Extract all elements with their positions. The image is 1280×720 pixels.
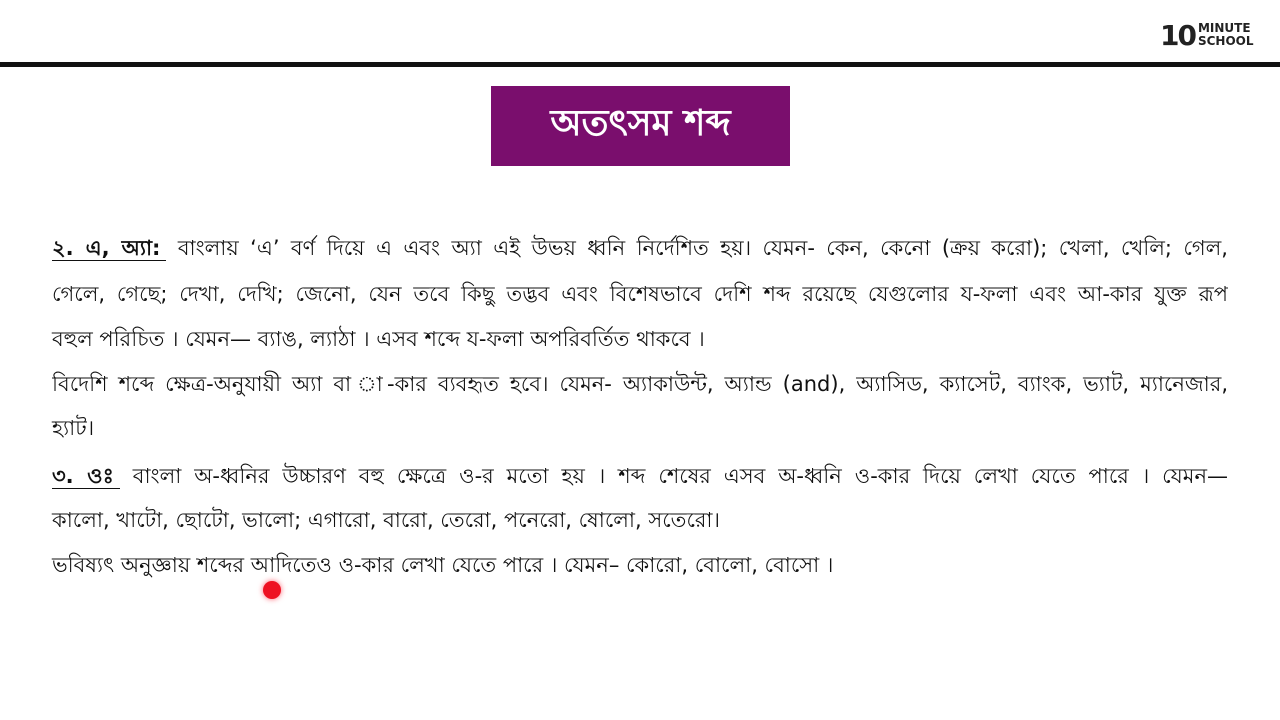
- laser-pointer-dot: [263, 581, 281, 599]
- header-divider: [0, 62, 1280, 67]
- slide-title: অতৎসম শব্দ: [491, 86, 790, 166]
- section-3-line-1: বাংলা অ-ধ্বনির উচ্চারণ বহু ক্ষেত্রে ও-র মতো হয় । শব্দ শেষের এসব অ-ধ্বনি ও-কার দিয়ে লেখা যেতে পারে । যেমন—: [132, 464, 1228, 488]
- section-3-heading: ৩. ওঃ: [52, 464, 120, 489]
- section-2-line-4: বিদেশি শব্দে ক্ষেত্র-অনুযায়ী অ্যা বা া-কার ব্যবহৃত হবে। যেমন- অ্যাকাউন্ট, অ্যান্ড (and), অ্যাসিড, ক্যাসেট, ব্যাংক, ভ্যাট, ম্যানেজার,: [52, 372, 1228, 396]
- logo-number: 10: [1160, 18, 1195, 52]
- section-2-line-3: বহুল পরিচিত । যেমন— ব্যাঙ, ল্যাঠা । এসব শব্দে য-ফলা অপরিবর্তিত থাকবে ।: [52, 327, 705, 351]
- logo-line2: SCHOOL: [1197, 34, 1254, 48]
- section-2-line-5: হ্যাট।: [52, 416, 95, 440]
- logo-line1: MINUTE: [1197, 21, 1251, 35]
- text-line: [52, 461, 1228, 491]
- section-3-line-2: কালো, খাটো, ছোটো, ভালো; এগারো, বারো, তেরো, পনেরো, ষোলো, সতেরো।: [52, 508, 721, 532]
- section-2-heading: ২. এ, অ্যা:: [52, 236, 166, 261]
- section-2-line-1: বাংলায় ‘এ’ বর্ণ দিয়ে এ এবং অ্যা এই উভয় ধ্বনি নির্দেশিত হয়। যেমন- কেন, কেনো (ক্রয় করো); খেলা, খেলি; গেল,: [177, 236, 1228, 260]
- section-2-line-2: গেলে, গেছে; দেখা, দেখি; জেনো, যেন তবে কিছু তদ্ভব এবং বিশেষভাবে দেশি শব্দ রয়েছে যেগুলোর য-ফলা এবং আ-কার যুক্ত রূপ: [52, 282, 1228, 306]
- ten-minute-school-logo: [1160, 18, 1254, 52]
- section-3-line-3: ভবিষ্যৎ অনুজ্ঞায় শব্দের আদিতেও ও-কার লেখা যেতে পারে । যেমন– কোরো, বোলো, বোসো ।: [52, 553, 834, 577]
- text-line: [52, 233, 1228, 263]
- logo-words: [1198, 22, 1254, 48]
